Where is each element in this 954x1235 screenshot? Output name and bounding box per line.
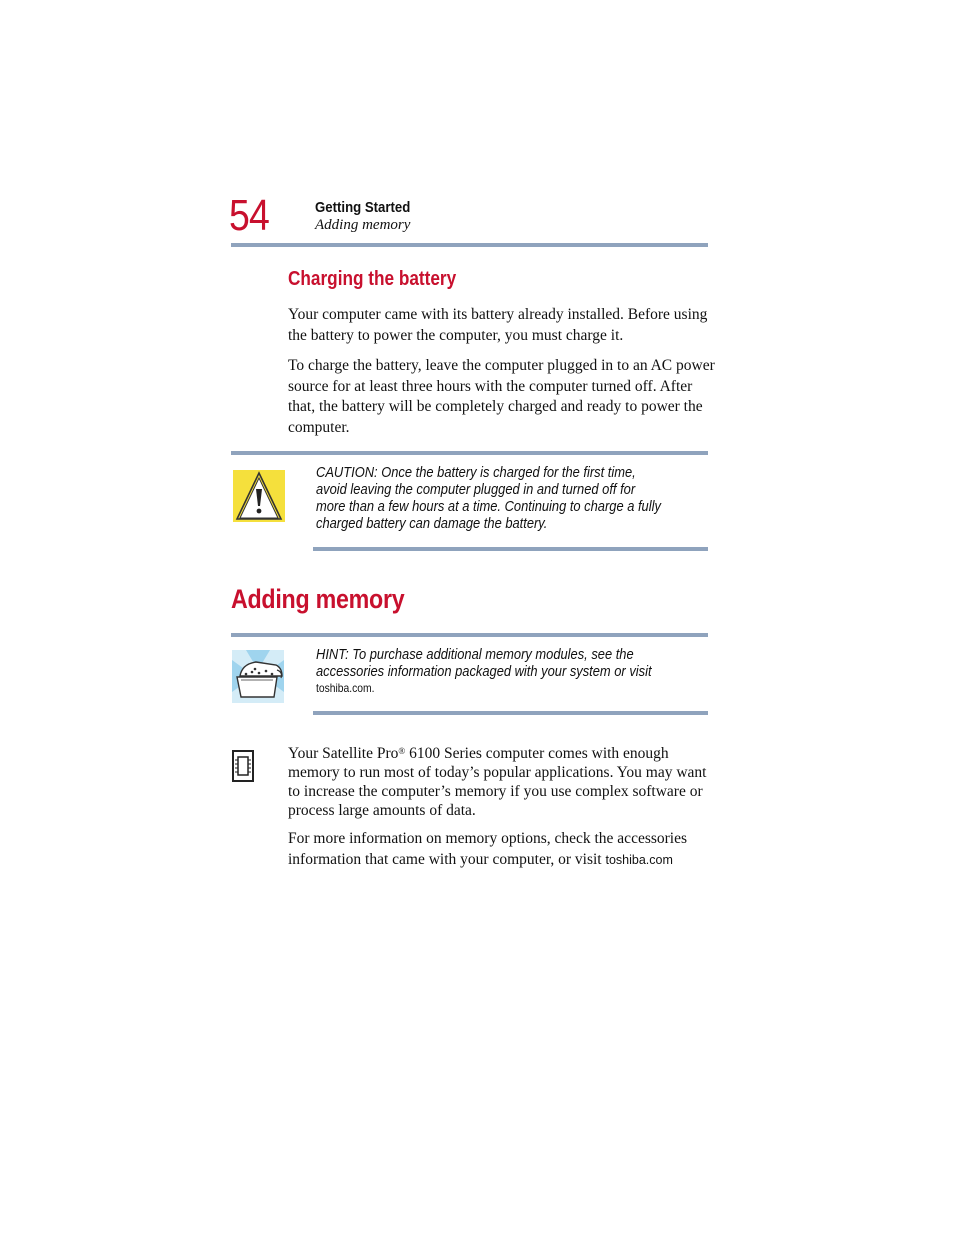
toshiba-link[interactable]: toshiba.com — [605, 852, 673, 867]
caution-bottom-rule — [313, 547, 708, 551]
caution-text — [316, 464, 661, 532]
memory-paragraph-2 — [288, 829, 718, 870]
registered-mark: ® — [398, 746, 406, 756]
hint-url: toshiba.com. — [316, 681, 375, 695]
treasure-chest-icon — [232, 650, 284, 703]
memory-paragraph-1 — [288, 744, 718, 820]
charging-paragraph-1: Your computer came with its battery already installed. Before using the battery to power the computer, you must charge it. — [288, 306, 708, 344]
hint-line: HINT: To purchase additional memory modules, see the — [316, 646, 634, 663]
caution-line: charged battery can damage the battery. — [316, 515, 548, 532]
charging-paragraph-2: To charge the battery, leave the computer plugged in to an AC power source for at least three hours with the computer turned off. After that, the battery will be completely charged and ready to power the computer. — [288, 357, 715, 436]
hint-bottom-rule — [313, 711, 708, 715]
adding-memory-heading: Adding memory — [231, 584, 405, 614]
caution-line: more than a few hours at a time. Continuing to charge a fully — [316, 498, 661, 515]
caution-line: avoid leaving the computer plugged in and turned off for — [316, 481, 636, 498]
hint-line: accessories information packaged with your system or visit — [316, 663, 652, 680]
caution-top-rule — [231, 451, 708, 455]
memory-paragraph-2-text: For more information on memory options, check the accessories information that came with your computer, or visit — [288, 830, 688, 868]
running-header-section: Getting Started — [315, 199, 411, 216]
page-number: 54 — [229, 191, 269, 240]
running-header-subsection: Adding memory — [315, 217, 411, 233]
caution-line: CAUTION: Once the battery is charged for the first time, — [316, 464, 636, 481]
memory-module-icon — [232, 750, 254, 782]
caution-triangle-icon — [233, 470, 285, 522]
memory-paragraph-1-start: Your Satellite Pro — [288, 745, 399, 762]
memory-paragraph-1-rest: 6100 Series computer comes with enough memory to run most of today’s popular applications. You may want to increase the computer’s memory if you use complex software or process large amounts of data. — [288, 745, 707, 819]
hint-top-rule — [231, 633, 708, 637]
hint-text — [316, 646, 652, 697]
charging-heading: Charging the battery — [288, 268, 457, 290]
header-rule — [231, 243, 708, 247]
